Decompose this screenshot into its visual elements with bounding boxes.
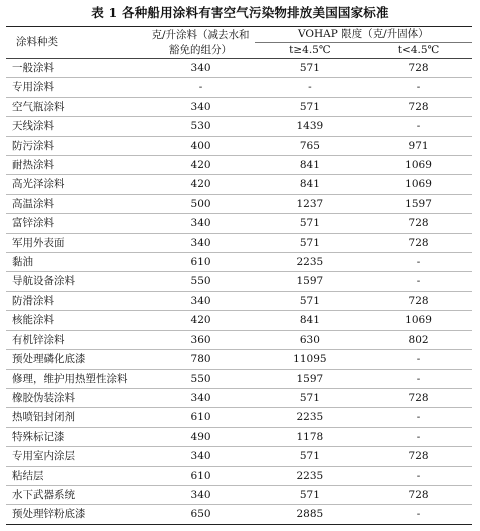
cell-vohap-high-temp: 2235 — [255, 253, 365, 272]
cell-vohap-low-temp: - — [365, 369, 472, 388]
cell-vohap-high-temp: 841 — [255, 311, 365, 330]
cell-vohap-low-temp: 1069 — [365, 175, 472, 194]
header-temp-low: t<4.5℃ — [397, 44, 440, 56]
cell-g-per-l: 340 — [146, 291, 254, 310]
cell-coating-name: 高光泽涂料 — [6, 175, 146, 194]
table-row — [6, 136, 472, 155]
cell-vohap-low-temp: 728 — [365, 97, 472, 116]
cell-vohap-low-temp: - — [365, 253, 472, 272]
table-row — [6, 233, 472, 252]
cell-vohap-high-temp: 571 — [255, 291, 365, 310]
cell-vohap-low-temp: - — [365, 408, 472, 427]
table-row — [6, 117, 472, 136]
cell-vohap-high-temp: 2235 — [255, 466, 365, 485]
cell-vohap-high-temp: 571 — [255, 485, 365, 504]
cell-coating-name: 军用外表面 — [6, 233, 146, 252]
table-row — [6, 97, 472, 116]
table-row — [6, 466, 472, 485]
cell-g-per-l: 340 — [146, 447, 254, 466]
cell-vohap-low-temp: - — [365, 466, 472, 485]
table-row — [6, 59, 472, 78]
standards-table — [6, 26, 472, 525]
cell-g-per-l: 500 — [146, 194, 254, 213]
cell-vohap-low-temp: - — [365, 272, 472, 291]
table-row — [6, 253, 472, 272]
cell-coating-name: 核能涂料 — [6, 311, 146, 330]
table-row — [6, 311, 472, 330]
cell-vohap-low-temp: 728 — [365, 214, 472, 233]
cell-vohap-high-temp: 571 — [255, 388, 365, 407]
table-row — [6, 330, 472, 349]
cell-coating-name: 高温涂料 — [6, 194, 146, 213]
cell-vohap-high-temp: 841 — [255, 156, 365, 175]
cell-vohap-low-temp: - — [365, 117, 472, 136]
cell-g-per-l: 420 — [146, 175, 254, 194]
cell-g-per-l: 340 — [146, 214, 254, 233]
cell-g-per-l: 490 — [146, 427, 254, 446]
table-row — [6, 291, 472, 310]
cell-vohap-high-temp: 571 — [255, 97, 365, 116]
cell-coating-name: 导航设备涂料 — [6, 272, 146, 291]
cell-coating-name: 粘结层 — [6, 466, 146, 485]
cell-vohap-low-temp: 971 — [365, 136, 472, 155]
cell-coating-name: 橡胶伪装涂料 — [6, 388, 146, 407]
table-row — [6, 175, 472, 194]
table-row — [6, 156, 472, 175]
cell-vohap-high-temp: 1597 — [255, 272, 365, 291]
cell-vohap-high-temp: 841 — [255, 175, 365, 194]
cell-vohap-low-temp: 728 — [365, 388, 472, 407]
cell-vohap-low-temp: 1597 — [365, 194, 472, 213]
cell-coating-name: 耐热涂料 — [6, 156, 146, 175]
cell-g-per-l: 550 — [146, 272, 254, 291]
cell-g-per-l: - — [146, 78, 254, 97]
cell-coating-name: 热喷铝封闭剂 — [6, 408, 146, 427]
cell-vohap-low-temp: 728 — [365, 59, 472, 78]
cell-g-per-l: 340 — [146, 97, 254, 116]
cell-coating-name: 特殊标记漆 — [6, 427, 146, 446]
cell-g-per-l: 530 — [146, 117, 254, 136]
cell-vohap-high-temp: 1178 — [255, 427, 365, 446]
table-row — [6, 350, 472, 369]
cell-vohap-high-temp: 571 — [255, 447, 365, 466]
cell-coating-name: 防污涂料 — [6, 136, 146, 155]
cell-coating-name: 预处理磷化底漆 — [6, 350, 146, 369]
cell-coating-name: 防滑涂料 — [6, 291, 146, 310]
cell-coating-name: 富锌涂料 — [6, 214, 146, 233]
cell-coating-name: 专用涂料 — [6, 78, 146, 97]
table-row — [6, 78, 472, 97]
cell-g-per-l: 550 — [146, 369, 254, 388]
cell-coating-name: 修理，维护用热塑性涂料 — [6, 369, 146, 388]
cell-vohap-low-temp: 728 — [365, 485, 472, 504]
cell-vohap-high-temp: 571 — [255, 59, 365, 78]
cell-g-per-l: 610 — [146, 408, 254, 427]
cell-g-per-l: 340 — [146, 59, 254, 78]
cell-vohap-high-temp: 571 — [255, 233, 365, 252]
cell-vohap-high-temp: 1439 — [255, 117, 365, 136]
cell-vohap-low-temp: - — [365, 350, 472, 369]
cell-vohap-low-temp: - — [365, 427, 472, 446]
cell-g-per-l: 650 — [146, 505, 254, 524]
table-row — [6, 427, 472, 446]
header-g-per-l-line1: 克/升涂料（减去水和 — [151, 28, 250, 41]
table-row — [6, 194, 472, 213]
cell-vohap-low-temp: - — [365, 505, 472, 524]
cell-vohap-high-temp: 765 — [255, 136, 365, 155]
header-g-per-l-line2: 豁免的组分） — [169, 43, 233, 56]
cell-vohap-low-temp: 728 — [365, 291, 472, 310]
table-row — [6, 388, 472, 407]
cell-vohap-high-temp: 1237 — [255, 194, 365, 213]
cell-vohap-low-temp: - — [365, 78, 472, 97]
cell-coating-name: 天线涂料 — [6, 117, 146, 136]
cell-g-per-l: 610 — [146, 253, 254, 272]
table-row — [6, 214, 472, 233]
cell-coating-name: 水下武器系统 — [6, 485, 146, 504]
table-row — [6, 408, 472, 427]
table-row — [6, 369, 472, 388]
cell-coating-name: 黏油 — [6, 253, 146, 272]
cell-vohap-high-temp: 11095 — [255, 350, 365, 369]
cell-g-per-l: 340 — [146, 388, 254, 407]
table-body — [6, 59, 472, 525]
cell-coating-name: 专用室内涂层 — [6, 447, 146, 466]
cell-vohap-low-temp: 728 — [365, 233, 472, 252]
table-row — [6, 505, 472, 524]
cell-vohap-high-temp: 2885 — [255, 505, 365, 524]
cell-vohap-low-temp: 1069 — [365, 311, 472, 330]
header-g-per-l — [146, 27, 254, 59]
table-row — [6, 272, 472, 291]
cell-coating-name: 预处理锌粉底漆 — [6, 505, 146, 524]
cell-g-per-l: 780 — [146, 350, 254, 369]
header-coating-type: 涂料种类 — [16, 36, 58, 48]
cell-vohap-high-temp: - — [255, 78, 365, 97]
cell-vohap-high-temp: 2235 — [255, 408, 365, 427]
header-vohap-limit: VOHAP 限度（克/升固体） — [255, 27, 472, 43]
cell-g-per-l: 340 — [146, 233, 254, 252]
cell-coating-name: 空气瓶涂料 — [6, 97, 146, 116]
header-temp-high: t≥4.5℃ — [289, 44, 331, 56]
cell-g-per-l: 340 — [146, 485, 254, 504]
cell-g-per-l: 610 — [146, 466, 254, 485]
cell-vohap-low-temp: 728 — [365, 447, 472, 466]
cell-vohap-high-temp: 630 — [255, 330, 365, 349]
cell-vohap-low-temp: 1069 — [365, 156, 472, 175]
cell-coating-name: 有机锌涂料 — [6, 330, 146, 349]
table-row — [6, 447, 472, 466]
cell-vohap-low-temp: 802 — [365, 330, 472, 349]
cell-vohap-high-temp: 1597 — [255, 369, 365, 388]
table-title: 表 1 各种船用涂料有害空气污染物排放美国国家标准 — [91, 5, 389, 20]
cell-g-per-l: 420 — [146, 311, 254, 330]
cell-g-per-l: 360 — [146, 330, 254, 349]
cell-g-per-l: 420 — [146, 156, 254, 175]
cell-g-per-l: 400 — [146, 136, 254, 155]
cell-vohap-high-temp: 571 — [255, 214, 365, 233]
table-row — [6, 485, 472, 504]
cell-coating-name: 一般涂料 — [6, 59, 146, 78]
